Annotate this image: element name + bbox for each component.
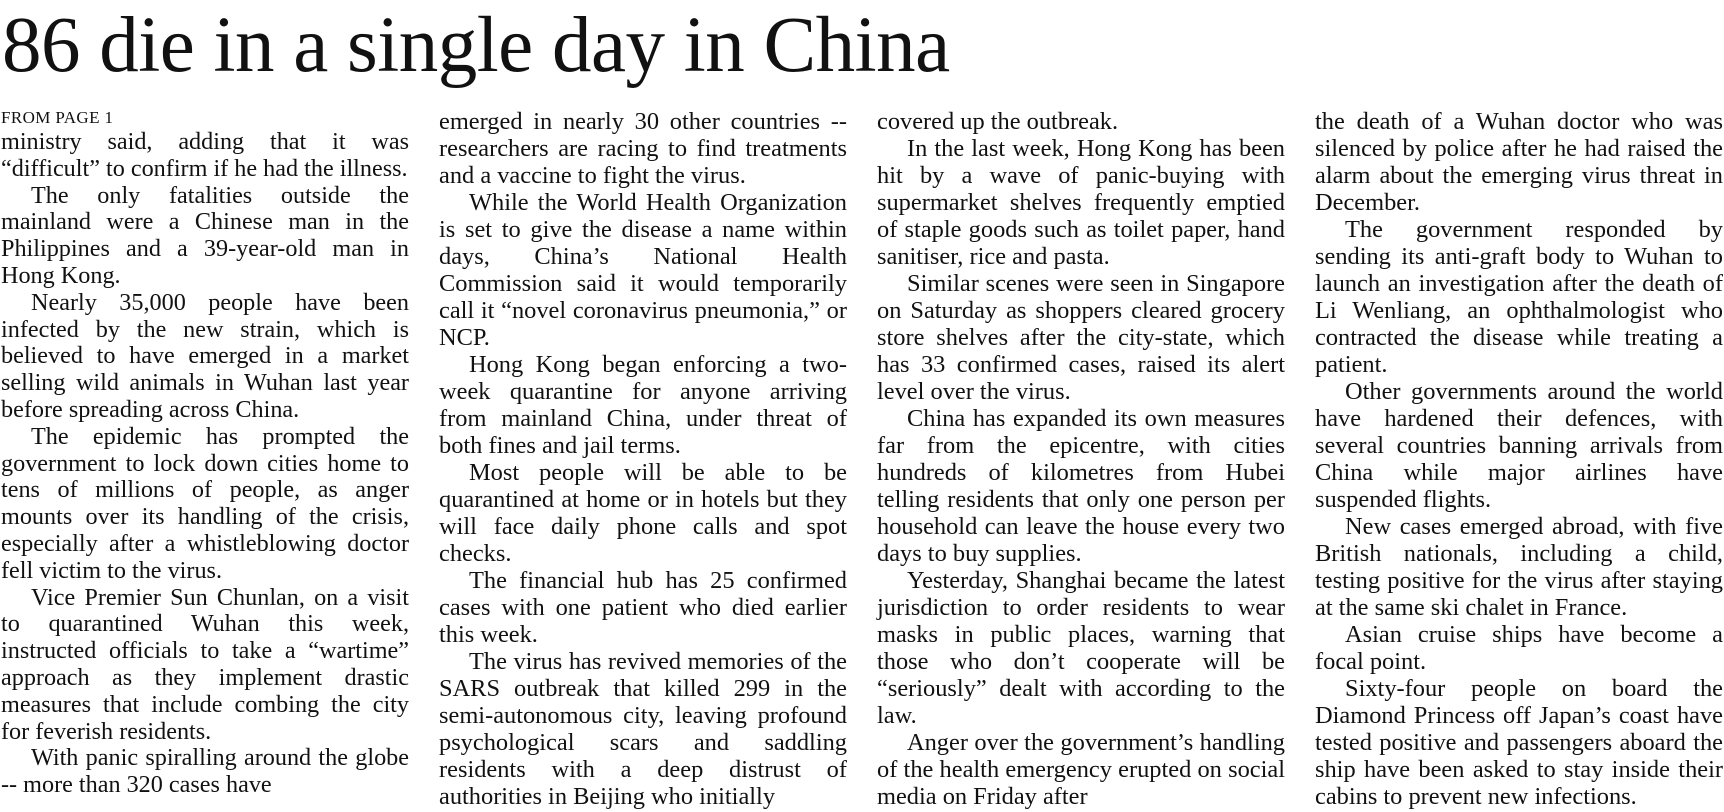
paragraph: China has expanded its own measures far from the epicentre, with cities hundreds of kilometres from Hubei telling residents that only one person per household can leave the house every two days to buy supplies. [877,405,1285,567]
article-column-4 [1315,108,1723,810]
paragraph: While the World Health Organization is set to give the disease a name within days, China’s National Health Commission said it would temporarily call it “novel coronavirus pneumonia,” or NCP. [439,189,847,351]
paragraph: Most people will be able to be quarantined at home or in hotels but they will face daily phone calls and spot checks. [439,459,847,567]
kicker-from-page: FROM PAGE 1 [1,108,114,127]
paragraph: The government responded by sending its anti-graft body to Wuhan to launch an investigation after the death of Li Wenliang, an ophthalmologist who contracted the disease while treating a patient. [1315,216,1723,378]
paragraph: The virus has revived memories of the SARS outbreak that killed 299 in the semi-autonomous city, leaving profound psychological scars and saddling residents with a deep distrust of authorities in Beijing who initially [439,648,847,810]
paragraph: Similar scenes were seen in Singapore on Saturday as shoppers cleared grocery store shelves after the city-state, which has 33 confirmed cases, raised its alert level over the virus. [877,270,1285,405]
paragraph: The epidemic has prompted the government to lock down cities home to tens of millions of people, as anger mounts over its handling of the crisis, especially after a whistleblowing doctor fell victim to the virus. [1,422,409,584]
paragraph: covered up the outbreak. [877,108,1119,135]
paragraph: Vice Premier Sun Chunlan, on a visit to quarantined Wuhan this week, instructed officials to take a “wartime” approach as they implement drastic measures that include combing the city for feverish residents. [1,583,409,745]
paragraph: Asian cruise ships have become a focal point. [1315,621,1723,675]
paragraph: Other governments around the world have hardened their defences, with several countries banning arrivals from China while major airlines have suspended flights. [1315,378,1723,513]
article-column-2 [439,108,847,810]
headline: 86 die in a single day in China [2,2,950,89]
paragraph: the death of a Wuhan doctor who was silenced by police after he had raised the alarm about the emerging virus threat in December. [1315,108,1723,216]
paragraph: Yesterday, Shanghai became the latest jurisdiction to order residents to wear masks in public places, warning that those who don’t cooperate will be “seriously” dealt with according to the law. [877,567,1285,729]
article-column-1 [1,108,409,799]
paragraph: New cases emerged abroad, with five British nationals, including a child, testing positive for the virus after staying at the same ski chalet in France. [1315,513,1723,621]
paragraph: Nearly 35,000 people have been infected by the new strain, which is believed to have emerged in a market selling wild animals in Wuhan last year before spreading across China. [1,288,409,423]
paragraph: ministry said, adding that it was “difficult” to confirm if he had the illness. [1,128,409,182]
paragraph: Sixty-four people on board the Diamond Princess off Japan’s coast have tested positive and passengers aboard the ship have been asked to stay inside their cabins to prevent new infections. [1315,675,1723,810]
paragraph: Hong Kong began enforcing a two-week quarantine for anyone arriving from mainland China, under threat of both fines and jail terms. [439,351,847,459]
paragraph: The financial hub has 25 confirmed cases with one patient who died earlier this week. [439,567,847,648]
paragraph: The only fatalities outside the mainland were a Chinese man in the Philippines and a 39-year-old man in Hong Kong. [1,181,409,289]
paragraph: With panic spiralling around the globe -- more than 320 cases have [1,744,409,799]
article-column-3 [877,108,1285,810]
paragraph: In the last week, Hong Kong has been hit by a wave of panic-buying with supermarket shelves frequently emptied of staple goods such as toilet paper, hand sanitiser, rice and pasta. [877,135,1285,270]
paragraph: emerged in nearly 30 other countries -- researchers are racing to find treatments and a vaccine to fight the virus. [439,108,847,189]
paragraph: Anger over the government’s handling of the health emergency erupted on social media on Friday after [877,729,1285,810]
